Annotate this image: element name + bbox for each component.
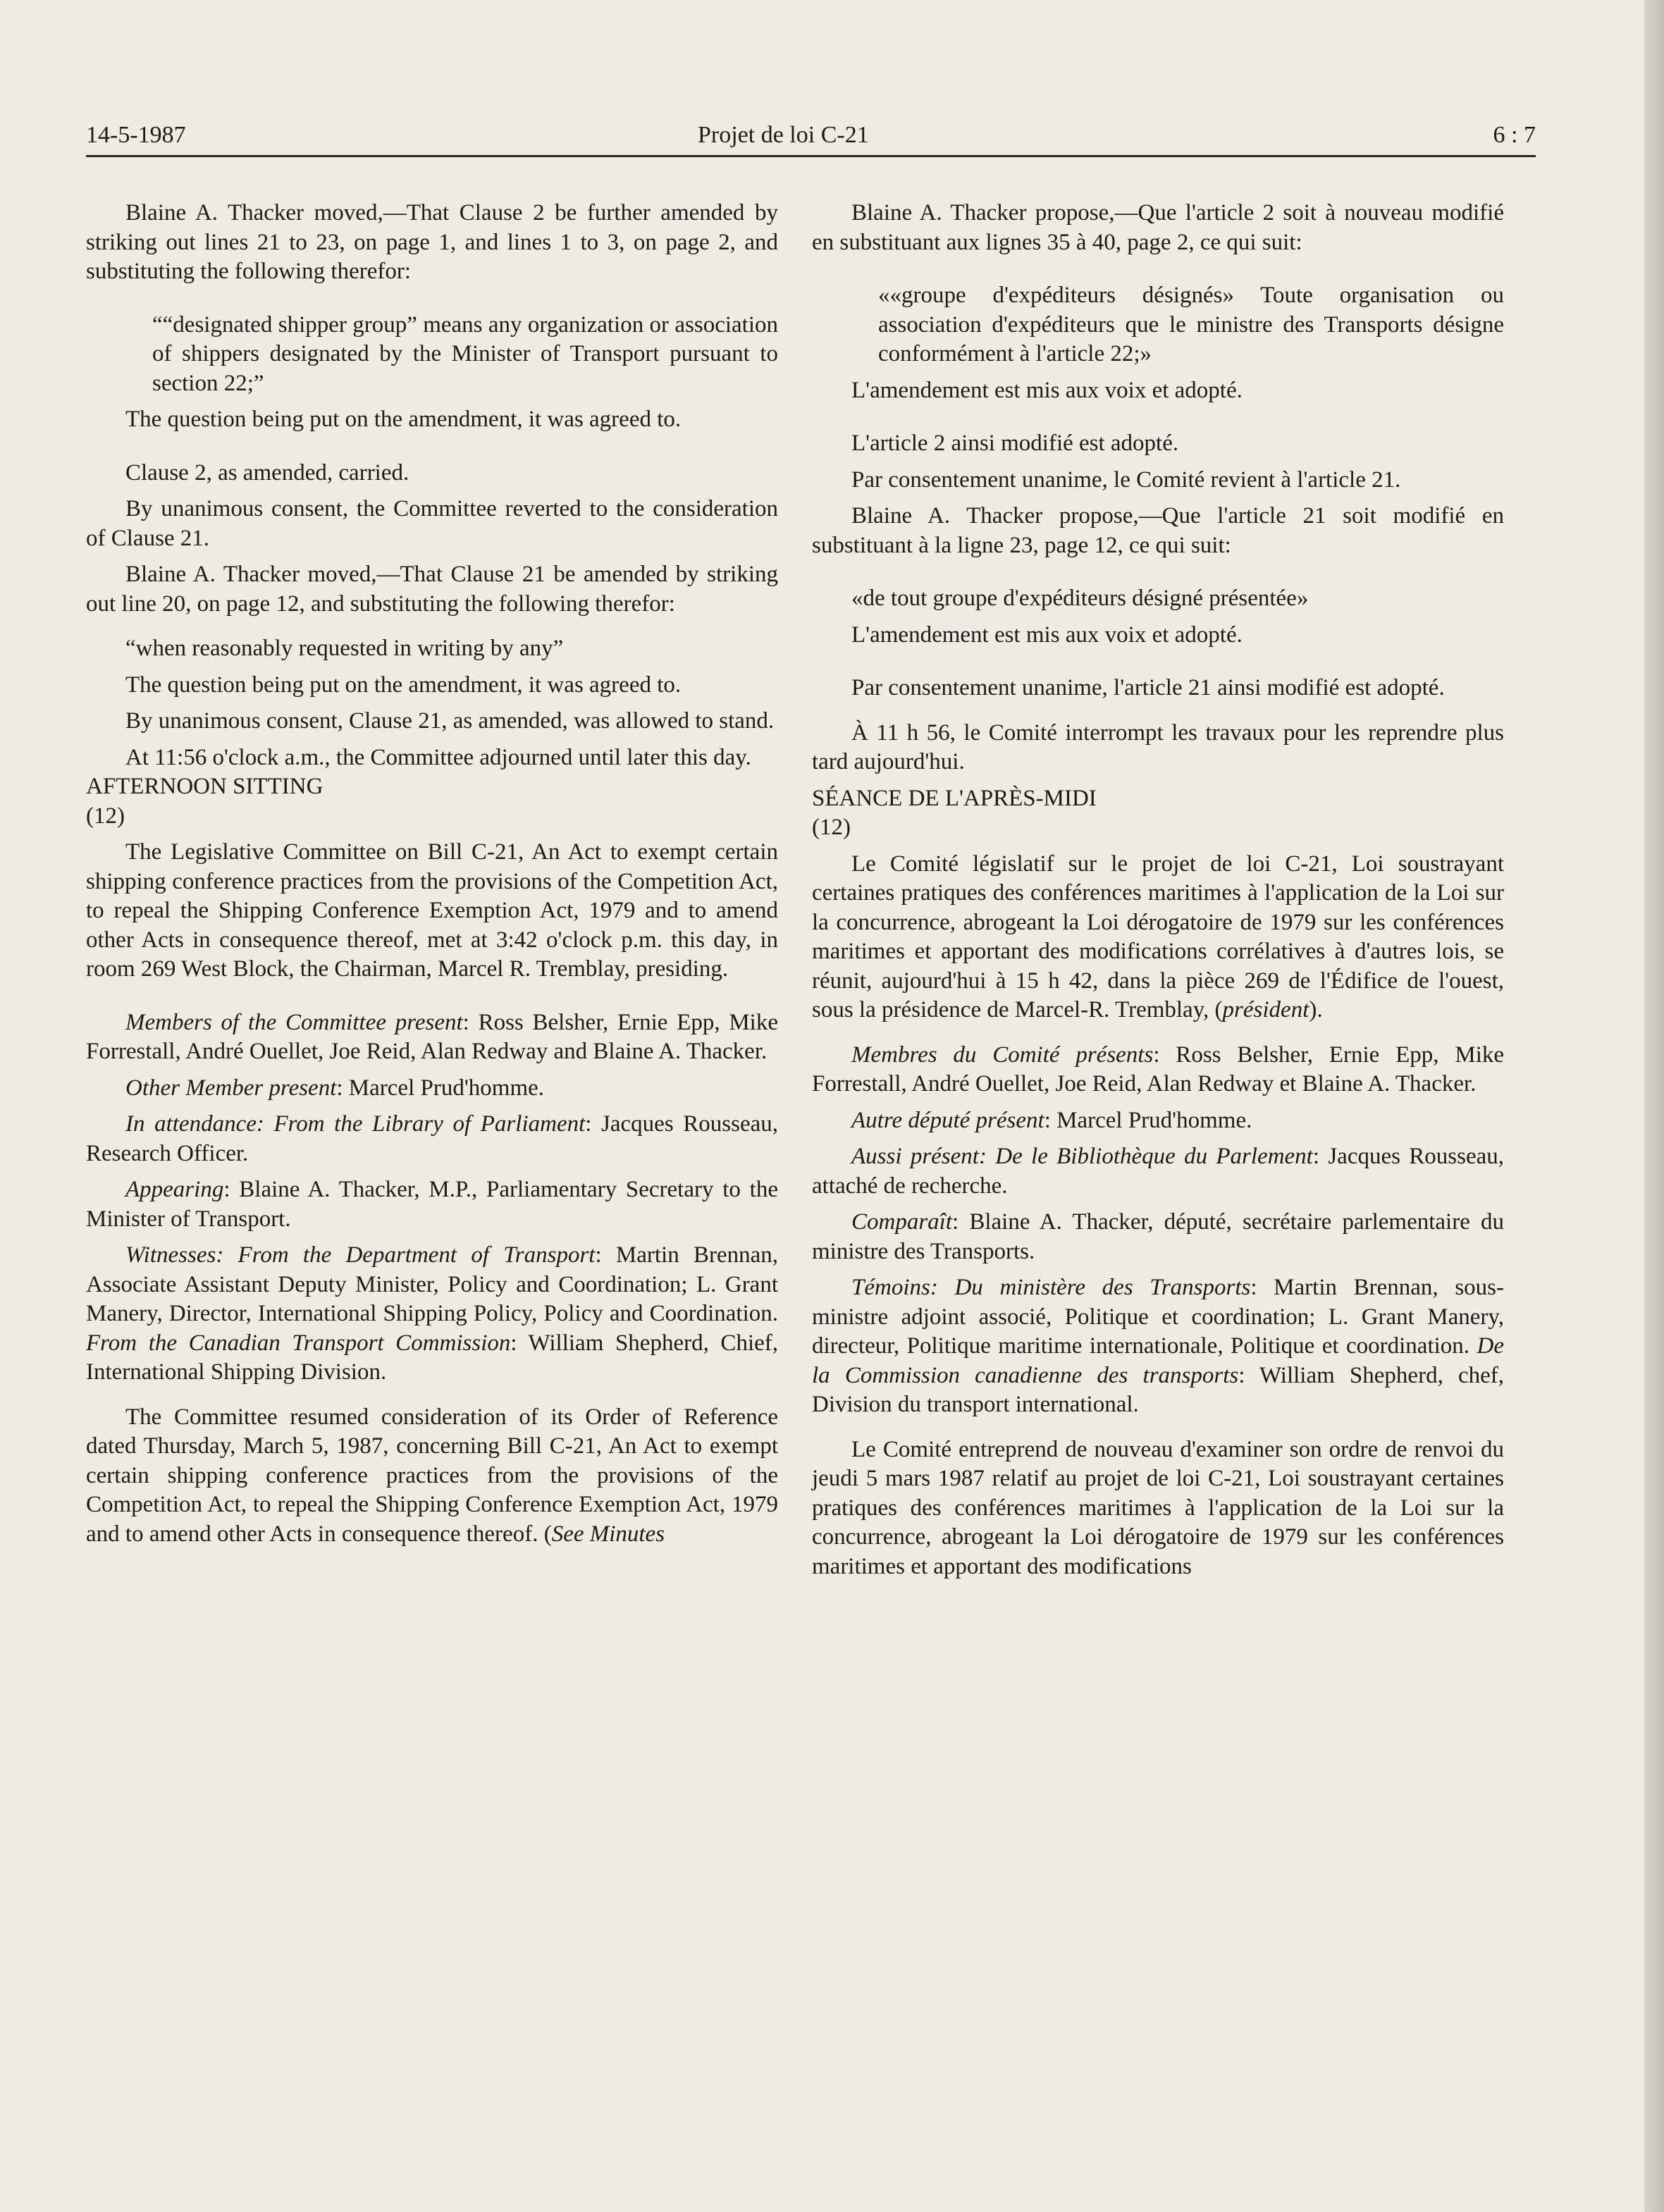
other-member-label-fr: Autre député présent bbox=[851, 1107, 1044, 1133]
members-text: : Ross Belsher, Ernie Epp, Mike Forrestall, André Ouellet, Joe Reid, Alan Redway and Blaine A. Thacker. bbox=[86, 1009, 778, 1064]
in-attendance-fr bbox=[812, 1142, 1504, 1201]
quoted-amendment-article-2: ««groupe d'expéditeurs désignés» Toute organisation ou association d'expéditeurs que le ministre des Transports désigne conformément à l'article 22;» bbox=[878, 283, 1504, 366]
meeting-opening-fr-end: ). bbox=[1309, 997, 1323, 1022]
adjournment-fr: À 11 h 56, le Comité interrompt les travaux pour les reprendre plus tard aujourd'hui. bbox=[812, 719, 1504, 774]
see-minutes: See Minutes bbox=[551, 1521, 665, 1547]
revient-article-21: Par consentement unanime, le Comité revient à l'article 21. bbox=[851, 467, 1401, 493]
adjournment: At 11:56 o'clock a.m., the Committee adjourned until later this day. bbox=[125, 744, 751, 770]
in-attendance bbox=[86, 1110, 778, 1168]
page-edge-shadow bbox=[1644, 0, 1664, 2212]
clause-21-stand: By unanimous consent, Clause 21, as amended, was allowed to stand. bbox=[125, 708, 775, 734]
appearing-label-fr: Comparaît bbox=[851, 1209, 953, 1235]
appearing bbox=[86, 1175, 778, 1234]
witnesses-label-2-fr: De la Commission canadienne des transports bbox=[812, 1333, 1504, 1388]
witnesses-text-2-fr: : William Shepherd, chef, Division du transport international. bbox=[812, 1362, 1504, 1417]
header-date: 14-5-1987 bbox=[86, 122, 186, 148]
witnesses-text-2: : William Shepherd, Chief, International Shipping Division. bbox=[86, 1330, 778, 1385]
witnesses-text-fr: : Martin Brennan, sous-ministre adjoint associé, Politique et coordination; L. Grant Manery, directeur, Politique maritime internationale, Politique et coordination. bbox=[812, 1275, 1504, 1359]
other-member-label: Other Member present bbox=[125, 1075, 337, 1101]
members-label: Members of the Committee present bbox=[125, 1009, 463, 1035]
other-member-text-fr: : Marcel Prud'homme. bbox=[1044, 1107, 1252, 1133]
quoted-amendment-article-21: «de tout groupe d'expéditeurs désigné présentée» bbox=[851, 586, 1309, 611]
order-of-reference bbox=[86, 1403, 778, 1550]
motion-clause-21: Blaine A. Thacker moved,—That Clause 21 be amended by striking out line 20, on page 12, and substituting the following therefor: bbox=[86, 562, 778, 617]
header-page-number: 6 : 7 bbox=[1493, 122, 1536, 148]
sitting-heading: AFTERNOON SITTING bbox=[86, 774, 323, 799]
amendment-result-2-fr: L'amendement est mis aux voix et adopté. bbox=[851, 622, 1243, 648]
witnesses bbox=[86, 1241, 778, 1388]
witnesses-label-fr: Témoins: Du ministère des Transports bbox=[851, 1275, 1251, 1300]
sitting-number-fr: (12) bbox=[812, 815, 851, 840]
appearing-text-fr: : Blaine A. Thacker, député, secrétaire parlementaire du ministre des Transports. bbox=[812, 1209, 1504, 1264]
clause-2-carried: Clause 2, as amended, carried. bbox=[125, 459, 409, 486]
amendment-result-2: The question being put on the amendment, it was agreed to. bbox=[125, 672, 682, 698]
meeting-opening-fr-text: Le Comité législatif sur le projet de loi C-21, Loi soustrayant certaines pratiques des conférences maritimes à l'application de la Loi sur la concurrence, abrogeant la Loi dérogatoire de 1979 sur les conférences maritimes et apportant des modifications corrélatives à d'autres lois, se réunit, aujourd'hui à 15 h 42, dans la pièce 269 de l'Édifice de l'ouest, sous la présidence de Marcel-R. Tremblay, ( bbox=[812, 851, 1504, 1022]
attendance-text-fr: : Jacques Rousseau, attaché de recherche. bbox=[812, 1144, 1504, 1199]
other-member-present-fr bbox=[812, 1106, 1504, 1136]
members-label-fr: Membres du Comité présents bbox=[851, 1042, 1154, 1068]
other-member-present bbox=[86, 1074, 778, 1104]
witnesses-text: : Martin Brennan, Associate Assistant Deputy Minister, Policy and Coordination; L. Grant Manery, Director, International Shipping Policy, Policy and Coordination. bbox=[86, 1242, 778, 1326]
attendance-label: In attendance: From the Library of Parliament bbox=[125, 1111, 586, 1137]
meeting-opening: The Legislative Committee on Bill C-21, An Act to exempt certain shipping conference practices from the provisions of the Competition Act, to repeal the Shipping Conference Exemption Act, 1979 and to amend other Acts in consequence thereof, met at 3:42 o'clock p.m. this day, in room 269 West Block, the Chairman, Marcel R. Tremblay, presiding. bbox=[86, 839, 778, 982]
members-present bbox=[86, 1008, 778, 1067]
witnesses-fr bbox=[812, 1273, 1504, 1420]
article-21-adopted: Par consentement unanime, l'article 21 ainsi modifié est adopté. bbox=[851, 675, 1445, 700]
president-label: président bbox=[1222, 997, 1309, 1022]
motion-article-2: Blaine A. Thacker propose,—Que l'article 2 soit à nouveau modifié en substituant aux lignes 35 à 40, page 2, ce qui suit: bbox=[812, 200, 1504, 255]
order-of-reference-text: The Committee resumed consideration of its Order of Reference dated Thursday, March 5, 1987, concerning Bill C-21, An Act to exempt certain shipping conference practices from the provisions of the Competition Act, to repeal the Shipping Conference Exemption Act, 1979 and to amend other Acts in consequence thereof. ( bbox=[86, 1404, 778, 1547]
amendment-result-1: The question being put on the amendment, it was agreed to. bbox=[125, 407, 682, 432]
other-member-text: : Marcel Prud'homme. bbox=[336, 1075, 545, 1101]
english-column bbox=[86, 199, 778, 1549]
appearing-text: : Blaine A. Thacker, M.P., Parliamentary Secretary to the Minister of Transport. bbox=[86, 1177, 778, 1232]
quoted-amendment-clause-2: ““designated shipper group” means any organization or association of shippers designated by the Minister of Transport pursuant to section 22;” bbox=[152, 311, 778, 396]
quoted-amendment-clause-21: “when reasonably requested in writing by any” bbox=[125, 636, 564, 661]
members-present-fr bbox=[812, 1041, 1504, 1099]
article-2-adopted: L'article 2 ainsi modifié est adopté. bbox=[851, 431, 1179, 456]
appearing-label: Appearing bbox=[125, 1177, 224, 1202]
reverted-clause-21: By unanimous consent, the Committee reverted to the consideration of Clause 21. bbox=[86, 496, 778, 551]
header-rule bbox=[86, 155, 1536, 157]
motion-article-21: Blaine A. Thacker propose,—Que l'article 21 soit modifié en substituant à la ligne 23, page 12, ce qui suit: bbox=[812, 503, 1504, 558]
french-column bbox=[812, 199, 1504, 1581]
meeting-opening-fr bbox=[812, 850, 1504, 1025]
attendance-label-fr: Aussi présent: De le Bibliothèque du Parlement bbox=[851, 1144, 1313, 1169]
members-text-fr: : Ross Belsher, Ernie Epp, Mike Forrestall, André Ouellet, Joe Reid, Alan Redway et Blaine A. Thacker. bbox=[812, 1042, 1505, 1096]
amendment-result-1-fr: L'amendement est mis aux voix et adopté. bbox=[851, 377, 1243, 403]
sitting-number: (12) bbox=[86, 803, 125, 829]
appearing-fr bbox=[812, 1208, 1504, 1266]
order-of-reference-fr: Le Comité entreprend de nouveau d'examiner son ordre de renvoi du jeudi 5 mars 1987 relatif au projet de loi C-21, Loi soustrayant certaines pratiques des conférences maritimes à l'application de la Loi sur la concurrence, abrogeant la Loi dérogatoire de 1979 sur les conférences maritimes et apportant des modifications bbox=[812, 1436, 1504, 1579]
witnesses-label-2: From the Canadian Transport Commission bbox=[86, 1330, 511, 1356]
attendance-text: : Jacques Rousseau, Research Officer. bbox=[86, 1111, 778, 1166]
motion-clause-2: Blaine A. Thacker moved,—That Clause 2 be further amended by striking out lines 21 to 23, on page 1, and lines 1 to 3, on page 2, and substituting the following therefor: bbox=[86, 200, 778, 284]
witnesses-label: Witnesses: From the Department of Transport bbox=[125, 1242, 596, 1268]
sitting-heading-fr: SÉANCE DE L'APRÈS-MIDI bbox=[812, 785, 1097, 811]
header-title: Projet de loi C-21 bbox=[698, 122, 869, 148]
